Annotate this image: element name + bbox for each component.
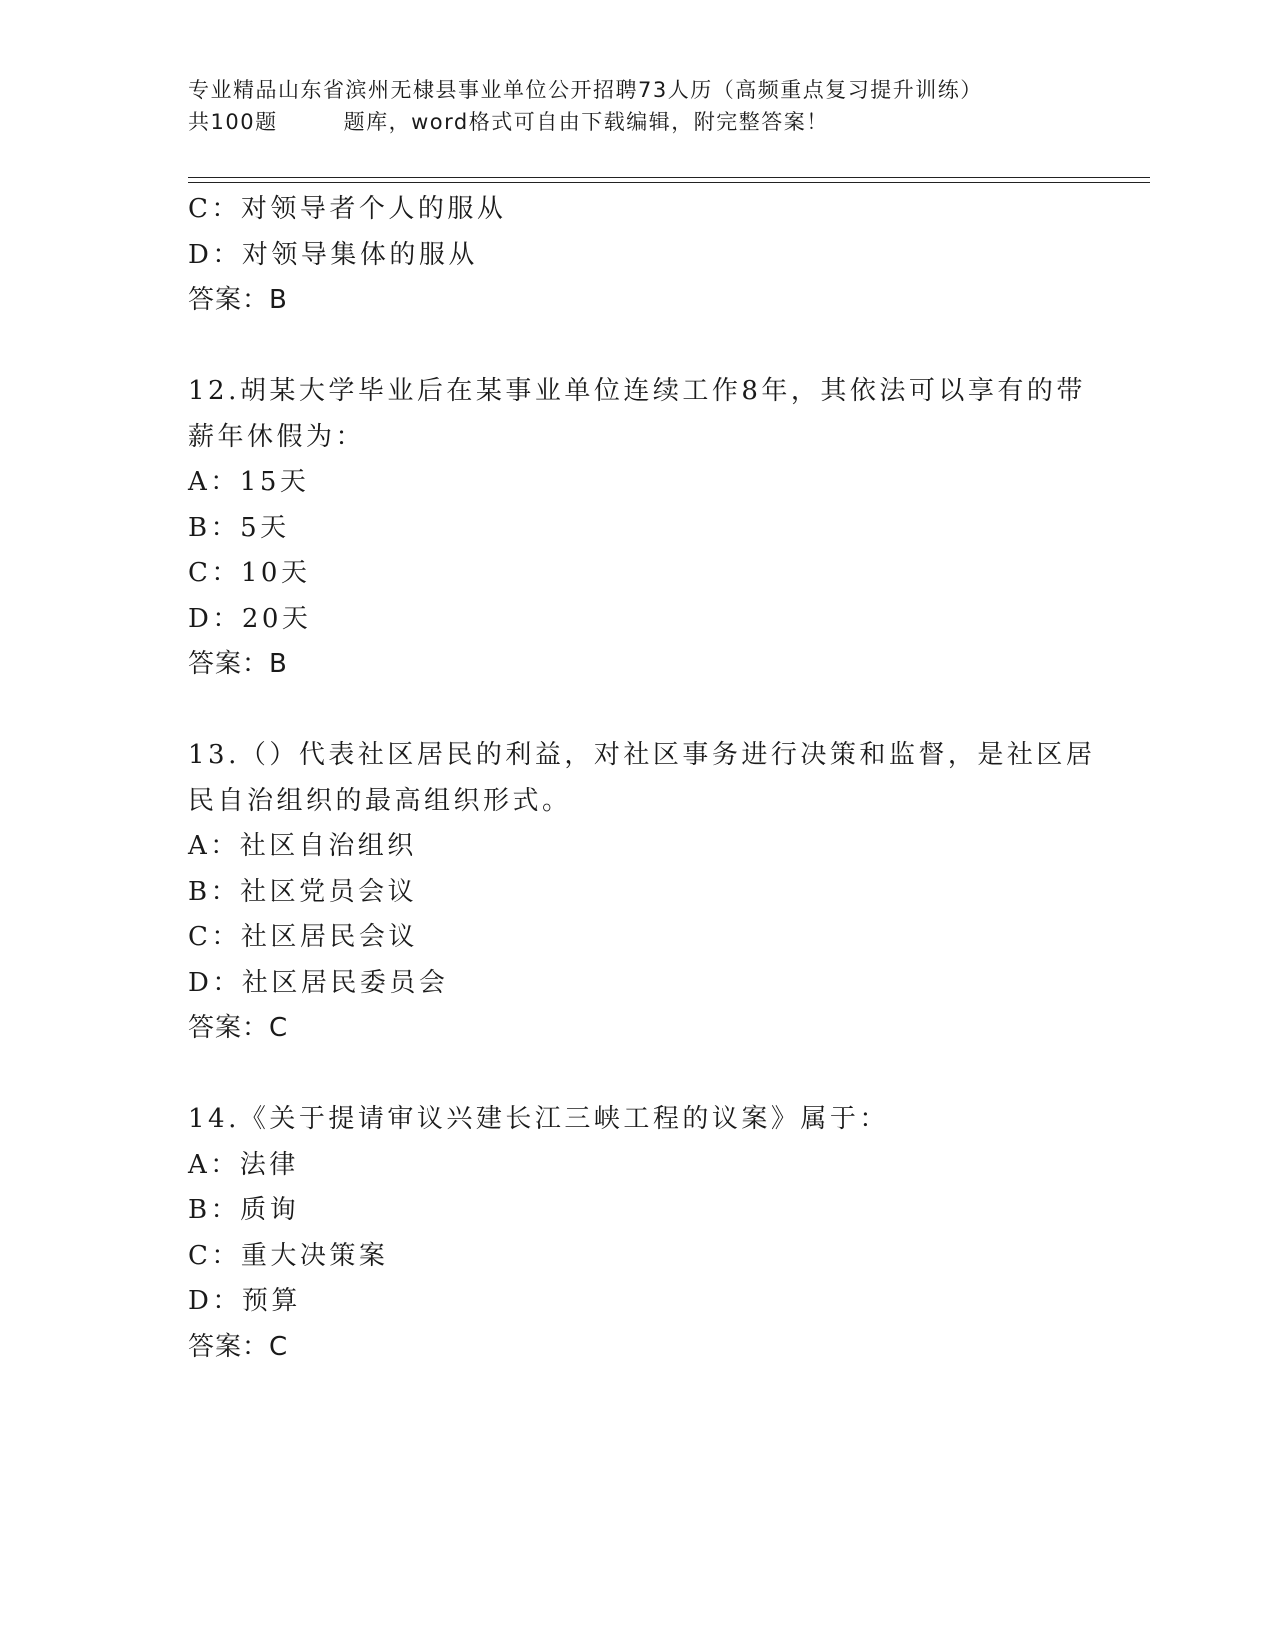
question-11-tail (188, 187, 1088, 324)
question-12 (188, 369, 1088, 688)
answer-line: 答案：C (188, 1331, 289, 1362)
question-stem: 13.（）代表社区居民的利益，对社区事务进行决策和监督，是社区居 (188, 740, 1096, 770)
option-b: B：社区党员会议 (188, 876, 418, 907)
option-a: A：法律 (188, 1149, 299, 1180)
option-d: D：社区居民委员会 (188, 967, 449, 998)
answer-line: 答案：C (188, 1013, 289, 1043)
option-a: A：社区自治组织 (188, 831, 417, 861)
header-divider-bottom (188, 182, 1150, 183)
question-13 (188, 733, 1096, 1052)
header-title-line2 (188, 106, 1148, 138)
question-content (188, 187, 1096, 1370)
option-c: C：社区居民会议 (188, 922, 418, 952)
question-stem: 薪年休假为： (188, 421, 366, 452)
answer-line: 答案：B (188, 285, 288, 315)
option-b: B：5天 (188, 512, 290, 543)
option-d: D：对领导集体的服从 (188, 239, 478, 270)
question-stem: 12.胡某大学毕业后在某事业单位连续工作8年，其依法可以享有的带 (188, 376, 1086, 406)
question-stem: 14.《关于提请审议兴建长江三峡工程的议案》属于： (188, 1104, 889, 1134)
option-d: D：预算 (188, 1286, 301, 1316)
option-b: B：质询 (188, 1195, 300, 1225)
header-description: 题库，word格式可自由下载编辑，附完整答案！ (343, 110, 829, 134)
question-14 (188, 1097, 1088, 1370)
header-question-count: 共100题 (188, 110, 278, 134)
option-a: A：15天 (188, 467, 310, 497)
header-title-line1: 专业精品山东省滨州无棣县事业单位公开招聘73人历（高频重点复习提升训练） (188, 78, 983, 102)
page-header (188, 74, 1148, 138)
option-c: C：重大决策案 (188, 1240, 389, 1271)
header-divider-top (188, 177, 1150, 178)
option-c: C：10天 (188, 558, 311, 588)
answer-line: 答案：B (188, 649, 288, 679)
question-stem: 民自治组织的最高组织形式。 (188, 785, 572, 816)
option-d: D：20天 (188, 603, 312, 634)
option-c: C：对领导者个人的服从 (188, 194, 507, 224)
